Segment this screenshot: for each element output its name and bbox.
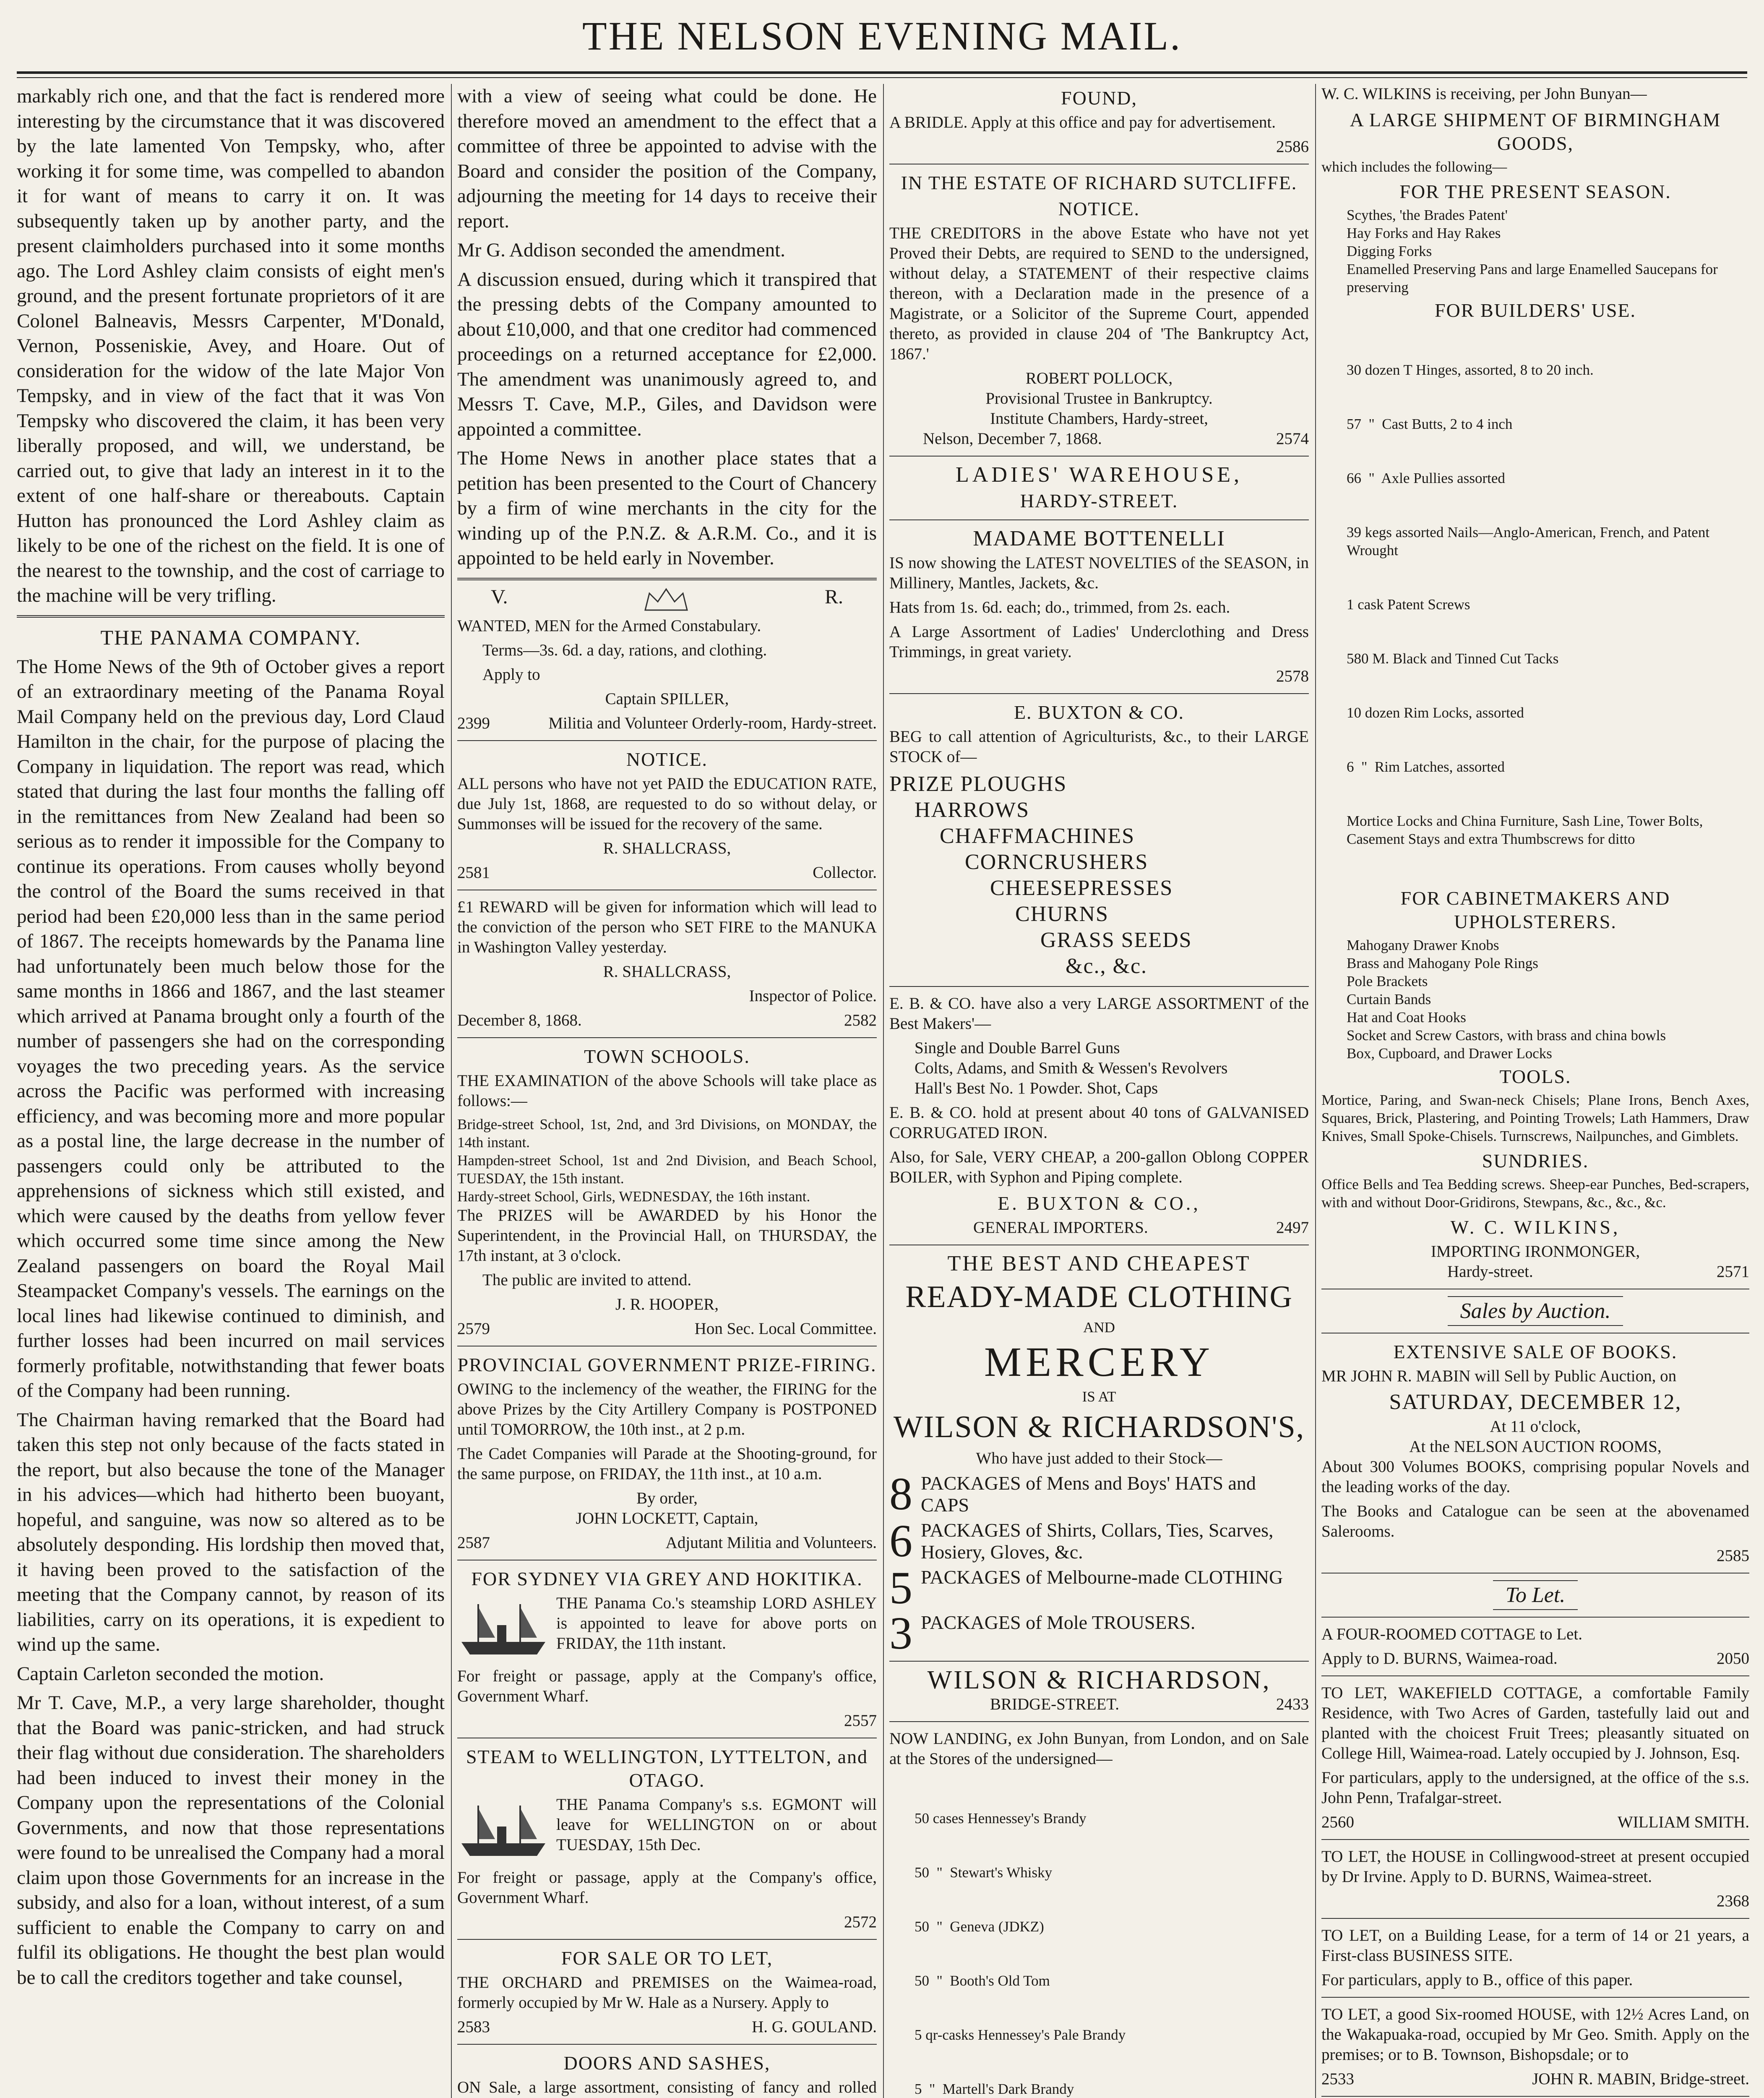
ad-text: For particulars, apply to B., office of this paper. [1321, 1971, 1633, 1989]
divider [1321, 1617, 1749, 1618]
ad-list-item: CHAFFMACHINES [940, 824, 1135, 848]
section-banner: Sales by Auction. [1448, 1296, 1623, 1326]
article-paragraph: The Home News in another place states that a petition has been presented to the Court of Chancery by a firm of wine merchants in the city for the winding up of the P.N.Z. & A.R.M. Co., and it is appointed to be held early in November. [457, 447, 877, 569]
ad-signature: J. R. HOOPER, [615, 1295, 719, 1313]
ad-text: Apply to D. BURNS, Waimea-road. [1321, 1649, 1558, 1667]
ad-text: The Cadet Companies will Parade at the Shooting-ground, for the same purpose, on FRIDAY, the 11th inst., at 10 a.m. [457, 1444, 877, 1483]
ad-number: 2578 [1276, 667, 1309, 685]
article-paragraph: A discussion ensued, during which it transpired that the pressing debts of the Company amounted to about £10,000, and that one creditor had commenced proceedings on a returned acceptance for £2,000. The amendment was unanimously agreed to, and Messrs T. Cave, M.P., Giles, and Davidson were appointed a committee. [457, 268, 877, 440]
divider [1321, 1997, 1749, 1998]
ad-subheading: HARDY-STREET. [1020, 490, 1178, 511]
ad-found-bridle [889, 86, 1309, 157]
ad-heading: FOR SALE OR TO LET, [561, 1947, 773, 1969]
ad-role: Hon Sec. Local Committee. [694, 1319, 877, 1338]
ad-text: Office Bells and Tea Bedding screws. Sheep-ear Punches, Bed-scrapers, with and without Door-Gridirons, Stewpans, &c., &c., &c. [1321, 1176, 1749, 1211]
ad-text: THE Panama Company's s.s. EGMONT will leave for WELLINGTON on or about TUESDAY, 15th Dec. [556, 1795, 877, 1854]
ad-education-rate [457, 748, 877, 883]
masthead-rule-thin [17, 77, 1747, 78]
ad-signature: JOHN R. MABIN, Bridge-street. [1532, 2070, 1749, 2088]
package-count: 6 [889, 1520, 912, 1563]
ad-number: 2433 [1276, 1695, 1309, 1713]
divider [1321, 1573, 1749, 1574]
divider [457, 578, 877, 580]
ad-wilkins [1321, 84, 1749, 1282]
ad-list-item: 1 cask Patent Screws [1347, 596, 1470, 613]
ad-role: Adjutant Militia and Volunteers. [665, 1533, 877, 1552]
ad-signature: WILSON & RICHARDSON, [927, 1666, 1271, 1694]
ad-list-item: 5 qr-casks Hennessey's Pale Brandy [915, 2027, 1126, 2043]
ad-text: Apply to [482, 665, 540, 684]
ad-number: 2571 [1717, 1263, 1749, 1281]
ad-list-item: Box, Cupboard, and Drawer Locks [1347, 1045, 1552, 1062]
ad-list-item: Scythes, 'the Brades Patent' [1347, 207, 1508, 223]
ad-signature: Captain SPILLER, [605, 689, 729, 708]
ad-number: 2581 [457, 863, 490, 882]
ad-text: W. C. WILKINS is receiving, per John Bunyan— [1321, 85, 1647, 103]
ad-text: BEG to call attention of Agriculturists, &c., to their LARGE STOCK of— [889, 728, 1309, 766]
ad-address: BRIDGE-STREET. [990, 1695, 1120, 1713]
ad-text: By order, [636, 1489, 698, 1507]
ad-list-item: 66 " Axle Pullies assorted [1347, 470, 1505, 486]
ad-number: 2572 [844, 1913, 877, 1931]
column-divider [451, 84, 452, 2098]
ad-signature: H. G. GOULAND. [752, 2017, 877, 2036]
ad-signature: E. BUXTON & CO., [998, 1193, 1201, 1214]
ad-text: ALL persons who have not yet PAID the EDUCATION RATE, due July 1st, 1868, are requested to do so without delay, or Summonses will be issued for the recovery of the same. [457, 774, 877, 833]
ad-text: IS now showing the LATEST NOVELTIES of the SEASON, in Millinery, Mantles, Jackets, &c. [889, 554, 1309, 592]
ad-number: 2579 [457, 1319, 490, 1338]
article-continued: with a view of seeing what could be done. He therefore moved an amendment to the effect that a committee of three be appointed to advise with the Board and consider the position of the Company, adjourning the meeting for 14 days to receive their report. [457, 85, 877, 232]
ad-text: E. B. & CO. hold at present about 40 tons of GALVANISED CORRUGATED IRON. [889, 1104, 1309, 1142]
package-count: 5 [889, 1567, 912, 1609]
ad-list-item: Curtain Bands [1347, 991, 1431, 1007]
ad-list-item: 57 " Cast Butts, 2 to 4 inch [1347, 416, 1513, 432]
ad-list-item: 50 " Booth's Old Tom [915, 1973, 1050, 1989]
ad-text: THE Panama Co.'s steamship LORD ASHLEY is appointed to leave for above ports on FRIDAY, the 11th instant. [556, 1594, 877, 1652]
ad-heading: A LARGE SHIPMENT OF BIRMINGHAM GOODS, [1350, 109, 1721, 154]
ad-number: 2050 [1717, 1649, 1749, 1667]
section-banner: To Let. [1493, 1580, 1578, 1610]
ad-orchard [457, 1947, 877, 2037]
divider [889, 456, 1309, 457]
ad-text: A BRIDLE. Apply at this office and pay for advertisement. [889, 113, 1276, 131]
ad-text: £1 REWARD will be given for information which will lead to the conviction of the person who SET FIRE to the MANUKA in Washington Valley yesterday. [457, 898, 877, 956]
divider [889, 986, 1309, 987]
ad-heading: LADIES' WAREHOUSE, [956, 463, 1243, 487]
ad-text: For freight or passage, apply at the Company's office, Government Wharf. [457, 1868, 877, 1907]
ad-list-item: Hat and Coat Hooks [1347, 1009, 1466, 1026]
ad-sydney-steamer [457, 1567, 877, 1731]
ad-number: 2574 [1276, 430, 1309, 448]
ad-text: Who have just added to their Stock— [976, 1449, 1222, 1467]
ad-list-item: 50 " Geneva (JDKZ) [915, 1918, 1044, 1935]
ad-text: MR JOHN R. MABIN will Sell by Public Auction, on [1321, 1367, 1677, 1385]
divider [889, 1661, 1309, 1662]
ad-number: 2497 [1276, 1219, 1309, 1237]
ad-role: Provisional Trustee in Bankruptcy. [985, 389, 1213, 407]
ad-list-item: &c., &c. [1066, 954, 1148, 978]
divider [457, 2044, 877, 2045]
ad-text: The PRIZES will be AWARDED by his Honor the Superintendent, in the Provincial Hall, on THURSDAY, the 17th instant, at 3 o'clock. [457, 1206, 877, 1265]
ad-text: About 300 Volumes BOOKS, comprising popular Novels and the leading works of the day. [1321, 1458, 1749, 1496]
ad-heading: EXTENSIVE SALE OF BOOKS. [1393, 1341, 1678, 1362]
article-heading: THE PANAMA COMPANY. [100, 625, 361, 649]
ad-number: 2583 [457, 2017, 490, 2036]
ad-text: Hall's Best No. 1 Powder. Shot, Caps [915, 1079, 1158, 1097]
ad-list-item: Digging Forks [1347, 243, 1432, 259]
ad-text: WANTED, MEN for the Armed Constabulary. [457, 616, 761, 635]
ad-text: Colts, Adams, and Smith & Wessen's Revolvers [915, 1059, 1228, 1077]
ad-list-item: Bridge-street School, 1st, 2nd, and 3rd Divisions, on MONDAY, the 14th instant. [457, 1116, 877, 1151]
ad-text: TO LET, WAKEFIELD COTTAGE, a comfortable Family Residence, with Two Acres of Garden, tastefully laid out and planted with the choicest Fruit Trees; pleasantly situated on College Hill, Waimea-road. Lately occupied by J. Johnson, Esq. [1321, 1684, 1749, 1762]
ad-date: SATURDAY, DECEMBER 12, [1389, 1390, 1682, 1414]
package-item: PACKAGES of Shirts, Collars, Ties, Scarves, Hosiery, Gloves, &c. [921, 1520, 1274, 1563]
ad-heading: FOUND, [1061, 87, 1137, 109]
ad-signature: ROBERT POLLOCK, [1025, 369, 1173, 387]
ad-heading: THE BEST AND CHEAPEST [947, 1252, 1251, 1276]
column-divider [883, 84, 884, 2098]
divider [457, 1939, 877, 1940]
ad-text: For particulars, apply to the undersigned, at the office of the s.s. John Penn, Trafalgar-street. [1321, 1769, 1749, 1807]
ad-list-item: PRIZE PLOUGHS [889, 772, 1067, 796]
ad-heading: MERCERY [984, 1339, 1214, 1385]
ad-heading: E. BUXTON & CO. [1014, 702, 1185, 723]
ad-list-item: 5 " Martell's Dark Brandy [915, 2081, 1074, 2097]
article-paragraph: The Home News of the 9th of October gives a report of an extraordinary meeting of the Panama Royal Mail Company held on the previous day, Lord Claud Hamilton in the chair, for the purpose of placing the Company in liquidation. The report was read, which stated that during the last four months the falling off in the remittances from New Zealand had been so serious as to render it impossible for the Company to continue its operations. From causes wholly beyond the control of the Board the sums received in that period had been £20,000 less than in the same period of 1867. The receipts homewards by the Panama line had unfortunately been much below those for the same months in 1866 and 1867, and the last steamer which arrived at Panama brought only a fourth of the number of passengers she had on the corresponding voyages the two preceding years. As the service across the Pacific was performed with increasing efficiency, and was becoming more and more popular as a postal line, the large decrease in the number of passengers could only be attributed to the apprehensions of sickness which still existed, and which were caused by the deaths from yellow fever which occurred some time since among the New Zealand passengers on board the Royal Mail Steampacket Company's vessels. The earnings on the local lines had likewise continued to diminish, and further losses had been incurred on mail services formerly profitable, notwithstanding that fewer boats of the Company had been running. [17, 655, 445, 1401]
ad-wilson-richardson [889, 1252, 1309, 1714]
ad-text: OWING to the inclemency of the weather, the FIRING for the above Prizes by the City Artillery Company is POSTPONED until TOMORROW, the 10th inst., at 2 p.m. [457, 1380, 877, 1438]
article-paragraph: The Chairman having remarked that the Board had taken this step not only because of the facts stated in the report, but also because the tone of the Manager in his advices—which had hitherto been buoyant, hopeful, and sanguine, was now so altered as to be absolutely desponding. His lordship then moved that, it having been proved to the satisfaction of the meeting that the Company cannot, by reason of its liabilities, carry on its operations, it is expedient to wind up the same. [17, 1409, 445, 1655]
column-1 [17, 84, 445, 2098]
ad-text: The public are invited to attend. [482, 1271, 692, 1289]
ad-doors-sashes [457, 2051, 877, 2098]
ad-list-item: CHURNS [1015, 902, 1109, 926]
ad-number: 2582 [844, 1011, 877, 1029]
ad-list-item: Hay Forks and Hay Rakes [1347, 225, 1501, 241]
ad-number: 2533 [1321, 2070, 1354, 2088]
ad-heading: FOR SYDNEY VIA GREY AND HOKITIKA. [471, 1568, 863, 1589]
ad-text: TO LET, the HOUSE in Collingwood-street at present occupied by Dr Irvine. Apply to D. BURNS, Waimea-street. [1321, 1847, 1749, 1886]
ad-text: AND [1083, 1319, 1115, 1336]
ad-text: Also, for Sale, VERY CHEAP, a 200-gallon Oblong COPPER BOILER, with Syphon and Piping complete. [889, 1148, 1309, 1186]
ad-town-schools [457, 1045, 877, 1339]
ad-subheading: TOOLS. [1499, 1066, 1571, 1087]
ad-number: 2368 [1717, 1892, 1749, 1910]
ad-list-item: 50 cases Hennessey's Brandy [915, 1810, 1087, 1827]
article-paragraph: Captain Carleton seconded the motion. [17, 1662, 324, 1685]
ad-role: Collector. [813, 863, 877, 882]
ad-number: 2587 [457, 1533, 490, 1552]
ad-text: TO LET, a good Six-roomed HOUSE, with 12½ Acres Land, on the Wakapuaka-road, occupied by Mr Geo. Smith. Apply on the premises; or to B. Townson, Bishopsdale; or to [1321, 2005, 1749, 2064]
ad-subheading: FOR CABINETMAKERS AND UPHOLSTERERS. [1400, 887, 1670, 932]
ad-signature: R. SHALLCRASS, [603, 839, 731, 857]
ad-list-item: Socket and Screw Castors, with brass and china bowls [1347, 1027, 1666, 1044]
article-paragraph: Mr G. Addison seconded the amendment. [457, 239, 785, 261]
ad-number: 2399 [457, 714, 490, 732]
ad-heading: MADAME BOTTENELLI [973, 527, 1225, 551]
ad-list-item: CHEESEPRESSES [990, 876, 1173, 900]
ad-list-item: CORNCRUSHERS [965, 850, 1149, 874]
ad-heading: READY-MADE CLOTHING [905, 1280, 1293, 1314]
ad-bentley [889, 1729, 1309, 2098]
package-item: PACKAGES of Mole TROUSERS. [921, 1612, 1196, 1633]
divider [1321, 1839, 1749, 1840]
ad-subheading: SUNDRIES. [1482, 1150, 1589, 1172]
ad-text: At 11 o'clock, [1490, 1417, 1581, 1435]
ad-text: E. B. & CO. have also a very LARGE ASSORTMENT of the Best Makers'— [889, 994, 1309, 1033]
ad-list-item: GRASS SEEDS [1040, 928, 1192, 952]
ad-signature: WILLIAM SMITH. [1617, 1813, 1749, 1831]
ad-text: THE CREDITORS in the above Estate who have not yet Proved their Debts, are required to SEND to the undersigned, without delay, a STATEMENT of their respective claims thereon, with a Declaration made in the presence of a Magistrate, or a Solicitor of the Supreme Court, appended thereto, as provided in clause 204 of 'The Bankruptcy Act, 1867.' [889, 224, 1309, 363]
ad-subheading: NOTICE. [1058, 198, 1140, 219]
ad-text: Single and Double Barrel Guns [915, 1039, 1120, 1057]
steamship-icon [457, 1596, 550, 1664]
ad-address: Institute Chambers, Hardy-street, [990, 410, 1208, 428]
ad-text: ON Sale, a large assortment, consisting of fancy and rolled [457, 2078, 877, 2096]
ad-list-item: 6 " Rim Latches, assorted [1347, 759, 1505, 775]
ad-ladies-warehouse [889, 463, 1309, 686]
ad-date: December 8, 1868. [457, 1011, 582, 1029]
ad-heading: NOTICE. [626, 748, 708, 770]
column-2 [457, 84, 877, 2098]
article-paragraph: Mr T. Cave, M.P., a very large shareholder, thought that the Board was panic-stricken, and had struck their flag without due consideration. The shareholders had been induced to invest their money in the Company upon the representations of the Colonial Governments, and now that those representations were found to be unrealised the Company had a moral claim upon those Governments for an increase in the subsidy, and also for a loan, without interest, of a sum sufficient to enable the Company to carry on and fulfil its obligations. He thought the best plan would be to call the creditors together and take counsel, [17, 1692, 445, 1988]
ad-text: Mortice, Paring, and Swan-neck Chisels; Plane Irons, Bench Axes, Squares, Brick, Plastering, and Pointing Trowels; Lath Hammers, Draw Knives, Small Spoke-Chisels. Turnscrews, Nailpunches, and Gimblets. [1321, 1092, 1749, 1144]
ad-signature: JOHN LOCKETT, Captain, [576, 1509, 758, 1527]
ad-list-item: Brass and Mahogany Pole Rings [1347, 955, 1538, 971]
ad-number: 2560 [1321, 1813, 1354, 1831]
ad-text: A Large Assortment of Ladies' Underclothing and Dress Trimmings, in great variety. [889, 623, 1309, 661]
column-4 [1321, 84, 1749, 2098]
ad-reward [457, 897, 877, 1031]
ad-armed-constabulary [457, 587, 877, 733]
ad-text: which includes the following— [1321, 159, 1507, 175]
ad-number: 2557 [844, 1711, 877, 1730]
ad-number: 2585 [1717, 1547, 1749, 1565]
ad-list-item: 30 dozen T Hinges, assorted, 8 to 20 inch. [1347, 362, 1594, 378]
ad-heading: IN THE ESTATE OF RICHARD SUTCLIFFE. [901, 172, 1298, 193]
divider [457, 1037, 877, 1038]
ad-address: Militia and Volunteer Orderly-room, Hardy-street. [548, 714, 877, 732]
ad-estate-sutcliffe [889, 171, 1309, 449]
ad-address: Hardy-street. [1447, 1263, 1533, 1281]
ad-list-item: Mahogany Drawer Knobs [1347, 937, 1499, 953]
ad-text: For freight or passage, apply at the Company's office, Government Wharf. [457, 1667, 877, 1705]
ad-book-sale [1321, 1340, 1749, 1566]
ad-number: 2586 [1276, 138, 1309, 156]
ad-signature: R. SHALLCRASS, [603, 962, 731, 981]
ad-role: IMPORTING IRONMONGER, [1430, 1242, 1640, 1260]
crown-icon [641, 587, 691, 616]
masthead-rule [17, 71, 1747, 74]
ad-heading: STEAM to WELLINGTON, LYTTELTON, and OTAGO. [466, 1746, 868, 1791]
divider [889, 1721, 1309, 1722]
ad-text: The Books and Catalogue can be seen at the abovenamed Salerooms. [1321, 1502, 1749, 1540]
divider [889, 519, 1309, 520]
ad-to-let-list [1321, 1624, 1749, 2098]
ad-list-item: Hardy-street School, Girls, WEDNESDAY, the 16th instant. [457, 1188, 810, 1205]
ad-role: Inspector of Police. [749, 986, 877, 1005]
ad-text: Terms—3s. 6d. a day, rations, and clothing. [482, 641, 767, 659]
ad-list-item: HARROWS [915, 798, 1030, 822]
ad-text: THE ORCHARD and PREMISES on the Waimea-road, formerly occupied by Mr W. Hale as a Nursery. Apply to [457, 1973, 877, 2012]
divider [1321, 1918, 1749, 1919]
package-count: 8 [889, 1473, 912, 1516]
column-3 [889, 84, 1309, 2098]
masthead: THE NELSON EVENING MAIL. [582, 13, 1182, 58]
ad-list-item: 39 kegs assorted Nails—Anglo-American, French, and Patent Wrought [1347, 524, 1713, 558]
ad-list-item: 580 M. Black and Tinned Cut Tacks [1347, 650, 1559, 667]
steamship-icon [457, 1797, 550, 1865]
ad-wellington-steamer [457, 1745, 877, 1932]
ad-list-item: 10 dozen Rim Locks, assorted [1347, 705, 1524, 721]
ad-heading: DOORS AND SASHES, [563, 2052, 771, 2074]
ad-text: THE EXAMINATION of the above Schools will take place as follows:— [457, 1071, 877, 1110]
ad-text: NOW LANDING, ex John Bunyan, from London, and on Sale at the Stores of the undersigned— [889, 1730, 1309, 1768]
ad-text: A FOUR-ROOMED COTTAGE to Let. [1321, 1625, 1582, 1643]
ad-text: TO LET, on a Building Lease, for a term of 14 or 21 years, a First-class BUSINESS SITE. [1321, 1926, 1749, 1965]
ad-role: GENERAL IMPORTERS. [973, 1219, 1148, 1237]
ad-date: Nelson, December 7, 1868. [923, 430, 1102, 448]
ad-list-item: Mortice Locks and China Furniture, Sash Line, Tower Bolts, Casement Stays and extra Thumbscrews for ditto [1347, 813, 1707, 847]
ad-heading: WILSON & RICHARDSON'S, [893, 1410, 1305, 1444]
vr-left: V. [491, 585, 508, 608]
article-continued: markably rich one, and that the fact is rendered more interesting by the circumstance that it was discovered by the late lamented Von Tempsky, who, after working it for some time, was compelled to abandon it for want of means to carry it on. It was subsequently taken up by another party, and the present claimholders purchased into it some months ago. The Lord Ashley claim consists of eight men's ground, and the present fortunate proprietors of it are Colonel Balneavis, Messrs Carpenter, M'Donald, Vernon, Posseniskie, Avey, and Hoare. Out of consideration for the widow of the late Major Von Tempsky, and in view of the fact that it was Von Tempsky who discovered the claim, it has been very liberally proposed, and will, we understand, be carried out, to give that lady an interest in it to the extent of one half-share or thereabouts. Captain Hutton has pronounced the Lord Ashley claim as likely to be one of the richest on the field. It is one of the nearest to the township, and the cost of carriage to the machine will be very trifling. [17, 85, 445, 606]
ad-buxton [889, 701, 1309, 1238]
ad-heading: PROVINCIAL GOVERNMENT PRIZE-FIRING. [457, 1354, 877, 1375]
ad-list-item: Hampden-street School, 1st and 2nd Division, and Beach School, TUESDAY, the 15th instant. [457, 1152, 877, 1187]
ad-heading: TOWN SCHOOLS. [584, 1045, 750, 1067]
divider [1321, 1675, 1749, 1676]
divider [889, 693, 1309, 694]
ad-list-item: 50 " Stewart's Whisky [915, 1864, 1053, 1881]
divider [457, 740, 877, 741]
ad-list-item: Enamelled Preserving Pans and large Enamelled Saucepans for preserving [1347, 261, 1718, 295]
ad-text: At the NELSON AUCTION ROOMS, [1409, 1438, 1662, 1456]
package-count: 3 [889, 1612, 912, 1654]
ad-subheading: FOR BUILDERS' USE. [1434, 300, 1636, 321]
ad-text: Hats from 1s. 6d. each; do., trimmed, from 2s. each. [889, 598, 1230, 616]
divider [1321, 2096, 1749, 2097]
ad-signature: W. C. WILKINS, [1450, 1216, 1621, 1238]
package-item: PACKAGES of Melbourne-made CLOTHING [921, 1567, 1283, 1588]
divider [17, 615, 445, 618]
ad-subheading: FOR THE PRESENT SEASON. [1399, 181, 1671, 202]
column-divider [1315, 84, 1316, 2098]
ad-list-item: Pole Brackets [1347, 973, 1428, 989]
package-item: PACKAGES of Mens and Boys' HATS and CAPS [921, 1473, 1256, 1516]
ad-prize-firing [457, 1353, 877, 1553]
ad-text: IS AT [1082, 1388, 1116, 1405]
vr-right: R. [824, 585, 843, 608]
